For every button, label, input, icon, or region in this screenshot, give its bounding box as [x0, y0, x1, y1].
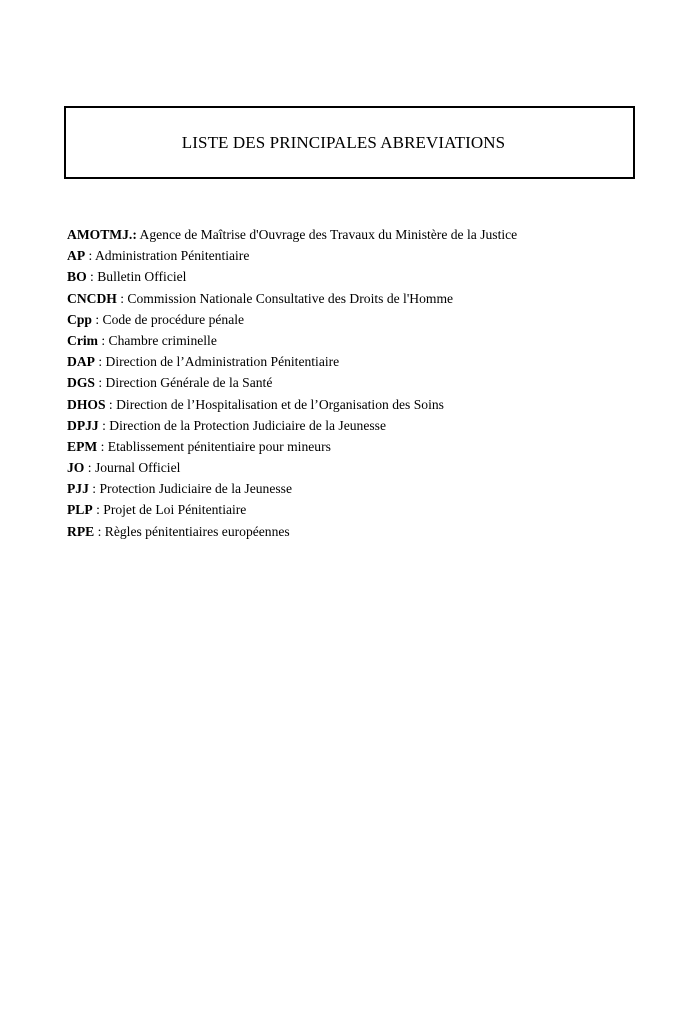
abbreviation-item — [67, 266, 667, 287]
abbreviation-separator: : — [94, 523, 105, 539]
abbreviation-item — [67, 351, 667, 372]
abbreviation-term: AMOTMJ.: — [67, 227, 137, 242]
abbreviation-item — [67, 245, 667, 266]
abbreviation-term: DPJJ — [67, 417, 99, 433]
abbreviation-term: Cpp — [67, 311, 92, 327]
abbreviation-term: RPE — [67, 523, 95, 539]
abbreviation-separator: : — [98, 417, 110, 433]
abbreviation-term: DHOS — [67, 396, 106, 412]
abbreviation-item — [67, 309, 667, 330]
abbreviation-separator: : — [97, 332, 109, 348]
abbreviation-item — [67, 415, 667, 436]
abbreviation-list — [67, 224, 667, 542]
abbreviation-term: Crim — [67, 332, 98, 348]
abbreviation-term: PLP — [67, 502, 93, 518]
abbreviation-separator: : — [105, 396, 117, 412]
abbreviation-definition: Projet de Loi Pénitentiaire — [103, 502, 247, 518]
abbreviation-separator: : — [116, 290, 128, 306]
abbreviation-term: PJJ — [67, 481, 89, 497]
abbreviation-item — [67, 288, 667, 309]
abbreviation-separator: : — [84, 460, 95, 476]
abbreviation-definition: Bulletin Officiel — [97, 269, 187, 285]
abbreviation-definition: Direction de l’Administration Pénitentiaire — [105, 354, 340, 370]
abbreviation-item — [67, 224, 667, 245]
abbreviation-definition: Commission Nationale Consultative des Droits de l'Homme — [127, 290, 454, 306]
abbreviation-separator: : — [88, 481, 100, 497]
abbreviation-item — [67, 372, 667, 393]
abbreviation-definition: Administration Pénitentiaire — [94, 248, 250, 264]
abbreviation-separator: : — [97, 438, 108, 454]
abbreviation-separator: : — [94, 375, 106, 391]
abbreviation-term: EPM — [67, 438, 98, 454]
abbreviation-term: BO — [67, 269, 87, 285]
abbreviation-item — [67, 394, 667, 415]
abbreviation-definition: Code de procédure pénale — [102, 311, 245, 327]
abbreviation-definition: Direction de l’Hospitalisation et de l’Organisation des Soins — [116, 396, 444, 412]
abbreviation-item — [67, 499, 667, 520]
abbreviation-definition: Protection Judiciaire de la Jeunesse — [99, 481, 293, 497]
abbreviation-separator: : — [86, 269, 98, 285]
abbreviation-definition: Direction Générale de la Santé — [105, 375, 273, 391]
abbreviation-term: JO — [67, 460, 85, 476]
abbreviation-term: AP — [67, 248, 86, 264]
abbreviation-term: CNCDH — [67, 290, 117, 306]
abbreviation-definition: Agence de Maîtrise d'Ouvrage des Travaux du Ministère de la Justice — [139, 227, 518, 242]
abbreviation-item — [67, 457, 667, 478]
abbreviation-term: DAP — [67, 354, 95, 370]
abbreviation-definition: Direction de la Protection Judiciaire de la Jeunesse — [109, 417, 386, 433]
abbreviation-definition: Journal Officiel — [94, 460, 181, 476]
abbreviation-separator: : — [85, 248, 95, 264]
abbreviation-item — [67, 330, 667, 351]
abbreviation-definition: Règles pénitentiaires européennes — [104, 523, 290, 539]
abbreviation-separator: : — [91, 311, 103, 327]
page-title: LISTE DES PRINCIPALES ABREVIATIONS — [181, 132, 506, 152]
abbreviation-item — [67, 436, 667, 457]
abbreviation-definition: Chambre criminelle — [108, 332, 217, 348]
abbreviation-term: DGS — [67, 375, 95, 391]
abbreviation-item — [67, 521, 667, 542]
abbreviation-item — [67, 478, 667, 499]
abbreviation-separator: : — [92, 502, 104, 518]
abbreviation-definition: Etablissement pénitentiaire pour mineurs — [107, 438, 331, 454]
title-box — [64, 106, 635, 179]
abbreviation-separator: : — [94, 354, 106, 370]
